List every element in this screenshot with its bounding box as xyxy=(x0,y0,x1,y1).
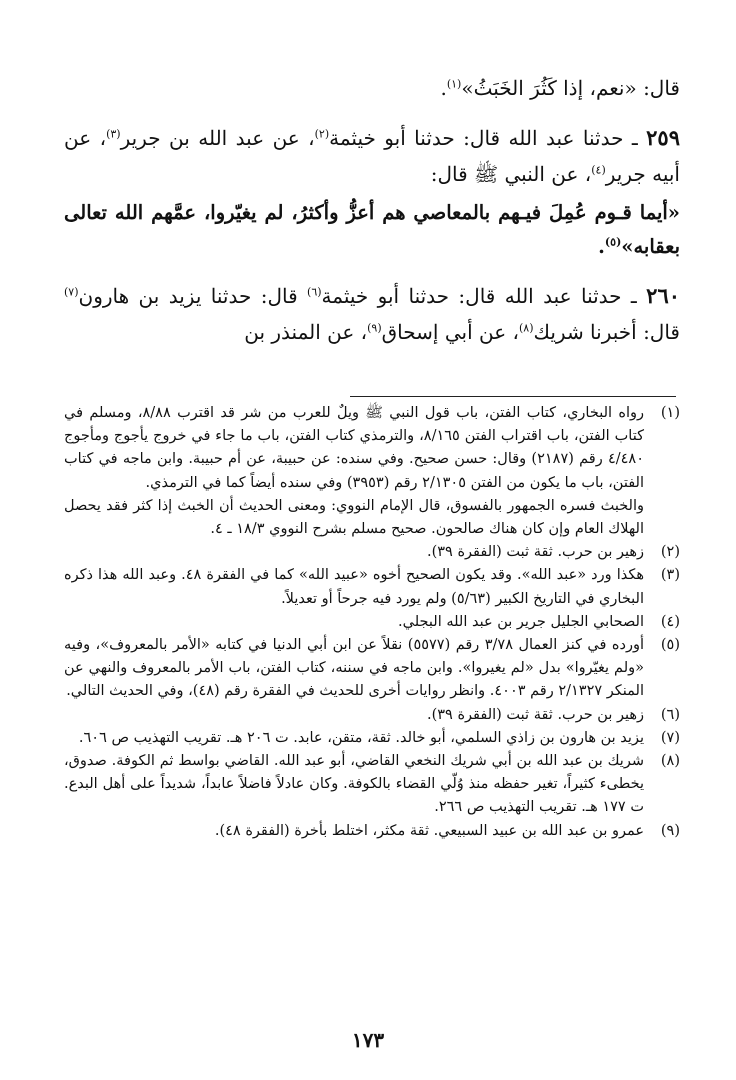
footnote-text: زهير بن حرب. ثقة ثبت (الفقرة ٣٩). xyxy=(426,544,644,561)
hadith-260-isnad: ٢٦٠ ـ حدثنا عبد الله قال: حدثنا أبو خيثمة$^{(٦)}$ قال: حدثنا يزيد بن هارون$^{(٧)}$ قال: أخبرنا شريك$^{(٨)}$، عن أبي إسحاق$^{(٩)}$، عن المنذر بن xyxy=(64,283,681,344)
footnote-ref-9[interactable]: (٩) xyxy=(367,321,382,335)
hadith-258-ending: قال: «نعم، إذا كَثُرَ الخَبَثُ»$^{(١)}$. xyxy=(440,76,680,100)
footnote-ref-6[interactable]: (٦) xyxy=(307,285,322,299)
footnote-text: يزيد بن هارون بن زاذي السلمي، أبو خالد. ثقة، متقن، عابد. ت ٢٠٦ هـ. تقريب التهذيب ص ٦٠٦. xyxy=(78,729,644,746)
footnote-1 xyxy=(64,402,680,541)
footnote-ref-4[interactable]: (٤) xyxy=(591,163,606,177)
footnote-ref-8[interactable]: (٨) xyxy=(518,321,534,335)
footnote-text: هكذا ورد «عبد الله». وقد يكون الصحيح أخوه «عبيد الله» كما في الفقرة ٤٨. وعبد الله هذا ذكره البخاري في التاريخ الكبير (٥/٦٣) ولم يورد فيه جرحاً أو تعديلاً. xyxy=(64,567,644,607)
footnote-8 xyxy=(64,750,680,820)
footnote-3 xyxy=(64,564,680,610)
footnote-ref-3[interactable]: (٣) xyxy=(106,127,121,141)
hadith-number-260: ٢٦٠ xyxy=(646,283,681,308)
page-number: ١٧٣ xyxy=(351,1028,385,1052)
hadith-259-isnad: ٢٥٩ ـ حدثنا عبد الله قال: حدثنا أبو خيثمة$^{(٢)}$، عن عبد الله بن جرير$^{(٣)}$، عن أبيه جرير$^{(٤)}$، عن النبي ﷺ قال: xyxy=(64,125,680,186)
footnote-mark: (٧) xyxy=(660,729,680,746)
footnote-mark: (١) xyxy=(660,405,680,421)
footnote-7 xyxy=(64,727,680,750)
main-text xyxy=(64,70,680,350)
footnote-ref-1[interactable]: (١) xyxy=(446,77,462,91)
footnote-ref-2[interactable]: (٢) xyxy=(314,127,330,141)
footnote-mark: (٥) xyxy=(660,637,680,654)
footnote-text: والخبث فسره الجمهور بالفسوق، قال الإمام النووي: ومعنى الحديث أن الخبث إذا كثر فقد يحصل الهلاك العام وإن كان هناك صالحون. صحيح مسلم بشرح النووي ١٨/٣ ـ ٤. xyxy=(64,497,644,538)
footnote-mark: (٣) xyxy=(660,567,680,584)
footnote-text: شريك بن عبد الله بن أبي شريك النخعي القاضي، أبو عبد الله. القاضي بواسط ثم الكوفة. صدوق، يخطىء كثيراً، تغير حفظه منذ وُلّي القضاء بالكوفة. وكان عادلاً فاضلاً عابداً، شديداً على أهل البدع. ت ١٧٧ هـ. تقريب التهذيب ص ٢٦٦. xyxy=(64,753,644,816)
footnote-ref-7[interactable]: (٧) xyxy=(64,285,79,299)
footnote-6 xyxy=(64,704,680,727)
footnote-text: الصحابي الجليل جرير بن عبد الله البجلي. xyxy=(398,613,644,630)
footnote-4 xyxy=(64,611,680,634)
footnote-9 xyxy=(64,820,680,843)
footnote-separator xyxy=(350,396,676,397)
footnote-mark: (٦) xyxy=(660,706,680,723)
footnote-mark: (٨) xyxy=(660,753,680,770)
footnote-text: رواه البخاري، كتاب الفتن، باب قول النبي ﷺ ويلٌ للعرب من شر قد اقترب ٨/٨٨، ومسلم في كتاب الفتن، باب اقتراب الفتن ٨/١٦٥، والترمذي كتاب الفتن، باب ما جاء في خروج يأجوج ومأجوج ٤/٤٨٠ رقم (٢١٨٧) وقال: حسن صحيح. وفي سنده: عن حبيبة، عن أم حبيبة. وابن ماجه في كتاب الفتن، باب ما يكون من الفتن ٢/١٣٠٥ رقم (٣٩٥٣) وفي سنده أيضاً كما في الترمذي. xyxy=(64,405,644,491)
hadith-number-259: ٢٥٩ xyxy=(646,125,680,150)
footnote-mark: (٤) xyxy=(660,613,680,630)
footnote-ref-5[interactable]: (٥) xyxy=(604,235,622,249)
footnote-text: أورده في كنز العمال ٣/٧٨ رقم (٥٥٧٧) نقلاً عن ابن أبي الدنيا في كتابه «الأمر بالمعروف»، وفيه «ولم يغيّروا» بدل «لم يغيروا». وابن ماجه في سننه، كتاب الفتن، باب الأمر بالمعروف والنهي عن المنكر ٢/١٣٢٧ رقم ٤٠٠٣. وانظر روايات أخرى للحديث في الفقرة رقم (٤٨)، وفي الحديث التالي. xyxy=(64,637,644,700)
footnote-2 xyxy=(64,541,680,564)
footnote-mark: (٩) xyxy=(660,822,680,839)
hadith-259-matn: «أيما قـوم عُمِلَ فيـهم بالمعاصي هم أعزُّ وأكثرُ، لم يغيّروا، عمَّهم الله تعالى بعقابه»$^{(٥)}$. xyxy=(64,201,680,258)
footnote-text: عمرو بن عبد الله بن عبيد السبيعي. ثقة مكثر، اختلط بأخرة (الفقرة ٤٨). xyxy=(214,822,644,839)
footnote-text: زهير بن حرب. ثقة ثبت (الفقرة ٣٩). xyxy=(426,706,644,723)
footnote-mark: (٢) xyxy=(660,544,680,561)
footnote-5 xyxy=(64,634,680,704)
footnotes xyxy=(64,402,680,843)
